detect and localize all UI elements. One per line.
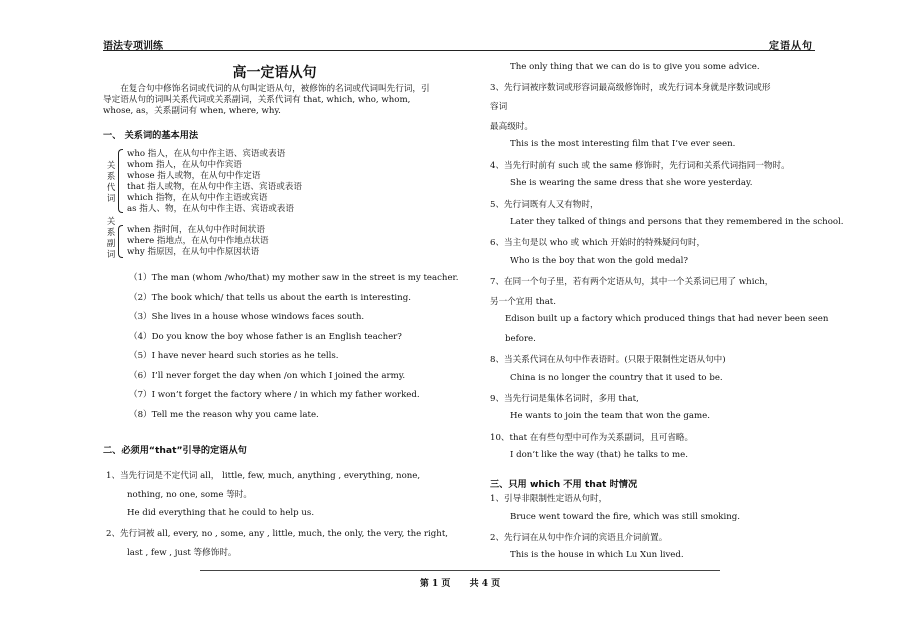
rule-line: last , few , just 等修饰时。 (127, 548, 237, 558)
pronoun-line: whose 指人或物，在从句中作定语 (127, 171, 261, 181)
example-sentence: （7）I won’t forget the factory where / in which my father worked. (129, 390, 420, 400)
rule-line: 1、当先行词是不定代词 all， little, few, much, anything , everything, none, (106, 471, 421, 481)
page-total: 共 4 页 (469, 579, 501, 589)
footer-rule (200, 570, 720, 571)
page-title: 高一定语从句 (232, 65, 317, 81)
pronoun-line: who 指人，在从句中作主语、宾语或表语 (127, 149, 286, 159)
rule-line: 另一个宜用 that. (490, 297, 556, 307)
example-sentence: （4）Do you know the boy whose father is an English teacher? (129, 332, 402, 342)
header-rule (103, 50, 815, 51)
header-left: 语法专项训练 (103, 41, 163, 52)
rule-line: nothing, no one, some 等时。 (127, 490, 252, 500)
pronoun-line: that 指人或物，在从句中作主语、宾语或表语 (127, 182, 302, 192)
example-sentence: Later they talked of things and persons that they remembered in the school. (510, 217, 844, 227)
example-sentence: He wants to join the team that won the game. (510, 411, 710, 421)
adverb-bracket (118, 225, 123, 258)
page-footer (0, 576, 920, 589)
adverb-line: why 指原因，在从句中作原因状语 (127, 247, 260, 257)
label-relative-pronouns: 关系代词 (106, 160, 116, 203)
rule-line: 9、当先行词是集体名词时，多用 that, (490, 394, 639, 404)
example-sentence: （2）The book which/ that tells us about the earth is interesting. (129, 293, 411, 303)
label-relative-adverbs: 关系副词 (106, 216, 116, 259)
rule-line: 容词 (490, 102, 508, 112)
example-sentence: （5）I have never heard such stories as he tells. (129, 351, 339, 361)
section2-heading: 二、必须用“that”引导的定语从句 (103, 445, 247, 456)
rule-line: 2、先行词在从句中作介词的宾语且介词前置。 (490, 533, 668, 543)
rule-line: 1、引导非限制性定语从句时， (490, 494, 608, 504)
pronoun-line: as 指人、物，在从句中作主语、宾语或表语 (127, 204, 294, 214)
example-sentence: （8）Tell me the reason why you came late. (129, 410, 319, 420)
pronoun-line: whom 指人，在从句中作宾语 (127, 160, 242, 170)
rule-line: 7、在同一个句子里，若有两个定语从句，其中一个关系词已用了 which， (490, 277, 774, 287)
rule-line: 最高级时。 (490, 122, 533, 132)
header-right: 定语从句 (769, 41, 813, 52)
example-sentence: She is wearing the same dress that she wore yesterday. (510, 178, 753, 188)
example-sentence: Bruce went toward the fire, which was still smoking. (510, 512, 741, 522)
section1-heading: 一、 关系词的基本用法 (103, 130, 199, 141)
adverb-line: when 指时间，在从句中作时间状语 (127, 225, 265, 235)
section3-heading: 三、只用 which 不用 that 时情况 (490, 479, 638, 490)
pronoun-bracket (118, 149, 123, 213)
pronoun-line: which 指物，在从句中作主语或宾语 (127, 193, 268, 203)
rule-line: 5、先行词既有人又有物时， (490, 200, 599, 210)
rule-line: 6、当主句是以 who 或 which 开始时的特殊疑问句时， (490, 238, 706, 248)
rule-line: 4、当先行时前有 such 或 the same 修饰时，先行词和关系代词指同一物时。 (490, 161, 790, 171)
example-sentence: I don’t like the way (that) he talks to me. (510, 450, 689, 460)
rule-line: 3、先行词被序数词或形容词最高级修饰时，或先行词本身就是序数词或形 (490, 83, 771, 93)
example-sentence: This is the most interesting film that I’ve ever seen. (510, 139, 736, 149)
example-sentence: China is no longer the country that it used to be. (510, 373, 723, 383)
rule-line: 10、that 在有些句型中可作为关系副词，且可省略。 (490, 433, 694, 443)
adverb-line: where 指地点，在从句中作地点状语 (127, 236, 269, 246)
page-number: 第 1 页 (419, 579, 451, 589)
example-sentence: （3）She lives in a house whose windows faces south. (129, 312, 365, 322)
example-sentence: （1）The man (whom /who/that) my mother saw in the street is my teacher. (129, 273, 459, 283)
intro-paragraph: 在复合句中修饰名词或代词的从句叫定语从句，被修饰的名词或代词叫先行词，引导定语从句的词叫关系代词或关系副词，关系代词有 that, which, who, whom, whose, as，关系副词有 when, where, why. (103, 84, 430, 116)
example-sentence: This is the house in which Lu Xun lived. (510, 550, 684, 560)
example-sentence: Edison built up a factory which produced things that had never been seen (505, 314, 829, 324)
example-sentence: before. (505, 334, 536, 344)
example-sentence: The only thing that we can do is to give you some advice. (510, 62, 760, 72)
rule-line: 8、当关系代词在从句中作表语时。(只限于限制性定语从句中) (490, 355, 726, 365)
rule-line: 2、先行词被 all, every, no , some, any , little, much, the only, the very, the right, (106, 529, 449, 539)
example-sentence: Who is the boy that won the gold medal? (510, 256, 689, 266)
example-sentence: （6）I’ll never forget the day when /on which I joined the army. (129, 371, 406, 381)
example-sentence: He did everything that he could to help us. (127, 508, 315, 518)
